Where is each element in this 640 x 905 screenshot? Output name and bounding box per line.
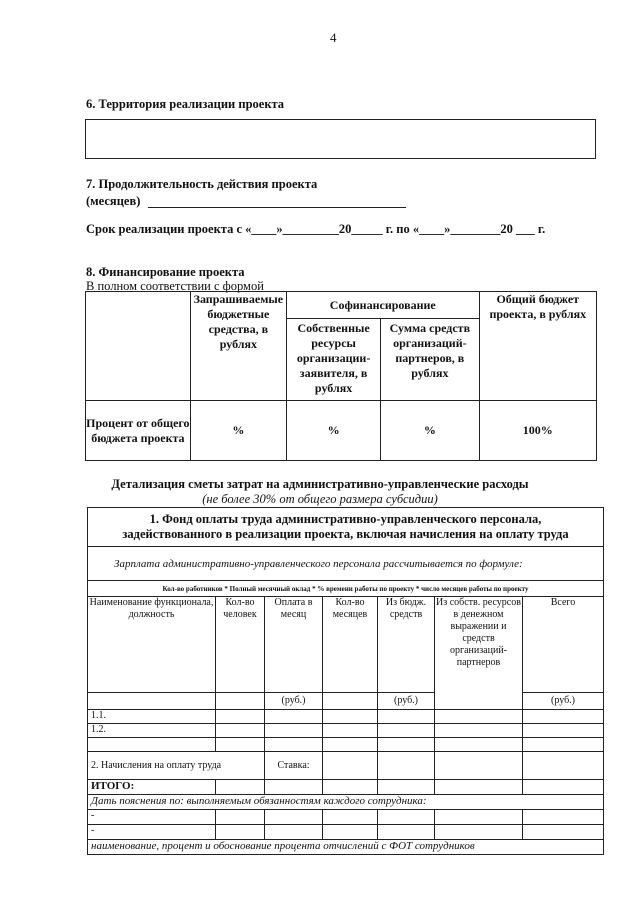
- requested-header: Запрашиваемые бюджетные средства, в рублях: [190, 292, 286, 401]
- project-period: Срок реализации проекта с «____»_________20_____ г. по «____»________20 ___ г.: [86, 222, 546, 236]
- col-monthly-pay: Оплата в месяц: [265, 597, 323, 693]
- cofinancing-header: Софинансирование: [287, 292, 480, 319]
- unit-budget-funds: (руб.): [378, 693, 435, 710]
- unit-empty-1: [88, 693, 216, 710]
- col-position: Наименование функционала, должность: [88, 597, 216, 693]
- months-label: (месяцев): [86, 194, 141, 208]
- row-1-2-label: 1.2.: [88, 724, 216, 738]
- financing-table: [85, 291, 597, 461]
- explanations-label: Дать пояснения по: выполняемым обязанностям каждого сотрудника:: [88, 795, 604, 810]
- section-7-title: 7. Продолжительность действия проекта: [86, 177, 318, 191]
- territory-field[interactable]: [85, 119, 596, 159]
- rate-label: Ставка:: [265, 752, 323, 780]
- formula-note: Зарплата административно-управленческого персонала рассчитывается по формуле:: [88, 547, 604, 581]
- unit-monthly-pay: (руб.): [265, 693, 323, 710]
- page-number: 4: [330, 30, 337, 45]
- formula-text: Кол-во работников * Полный месячный оклад * % времени работы по проекту * число месяцев работы по проекту: [88, 581, 604, 597]
- section-6-title: 6. Территория реализации проекта: [86, 97, 285, 111]
- payroll-fund-table: [87, 507, 604, 855]
- requested-percent[interactable]: %: [190, 401, 286, 461]
- col-own-funds: Из собств. ресурсов в денежном выражении и средств организаций-партнеров: [435, 597, 523, 710]
- partners-percent[interactable]: %: [381, 401, 479, 461]
- col-months-count: Кол-во месяцев: [323, 597, 378, 693]
- row-2-accruals-label: 2. Начисления на оплату труда: [88, 752, 265, 780]
- total-row-label: ИТОГО:: [88, 780, 216, 795]
- total-budget-header: Общий бюджет проекта, в рублях: [479, 292, 596, 401]
- financing-corner-cell: [86, 292, 191, 401]
- details-title: Детализация сметы затрат на административно-управленческие расходы: [111, 477, 529, 491]
- row-1-1-label: 1.1.: [88, 710, 216, 724]
- unit-empty-3: [323, 693, 378, 710]
- partners-sum-header: Сумма средств организаций-партнеров, в рублях: [381, 319, 479, 401]
- section-8-title: 8. Финансирование проекта: [86, 265, 245, 279]
- payroll-fund-header: 1. Фонд оплаты труда административно-управленческого персонала, задействованного в реализации проекта, включая начисления на оплату труда: [88, 508, 604, 547]
- section-8-subtitle: В полном соответствии с формой: [86, 279, 264, 293]
- total-percent: 100%: [479, 401, 596, 461]
- col-total: Всего: [523, 597, 604, 693]
- months-field[interactable]: [148, 207, 406, 208]
- details-subtitle: (не более 30% от общего размера субсидии): [202, 492, 438, 506]
- dash-row-2: -: [88, 825, 216, 840]
- col-people-count: Кол-во человек: [216, 597, 265, 693]
- footer-note: наименование, процент и обоснование процента отчислений с ФОТ сотрудников: [88, 840, 604, 855]
- own-resources-header: Собственные ресурсы организации-заявителя, в рублях: [287, 319, 381, 401]
- percent-row-label: Процент от общего бюджета проекта: [86, 401, 191, 461]
- own-resources-percent[interactable]: %: [287, 401, 381, 461]
- dash-row-1: -: [88, 810, 216, 825]
- unit-empty-2: [216, 693, 265, 710]
- col-budget-funds: Из бюдж. средств: [378, 597, 435, 693]
- unit-total: (руб.): [523, 693, 604, 710]
